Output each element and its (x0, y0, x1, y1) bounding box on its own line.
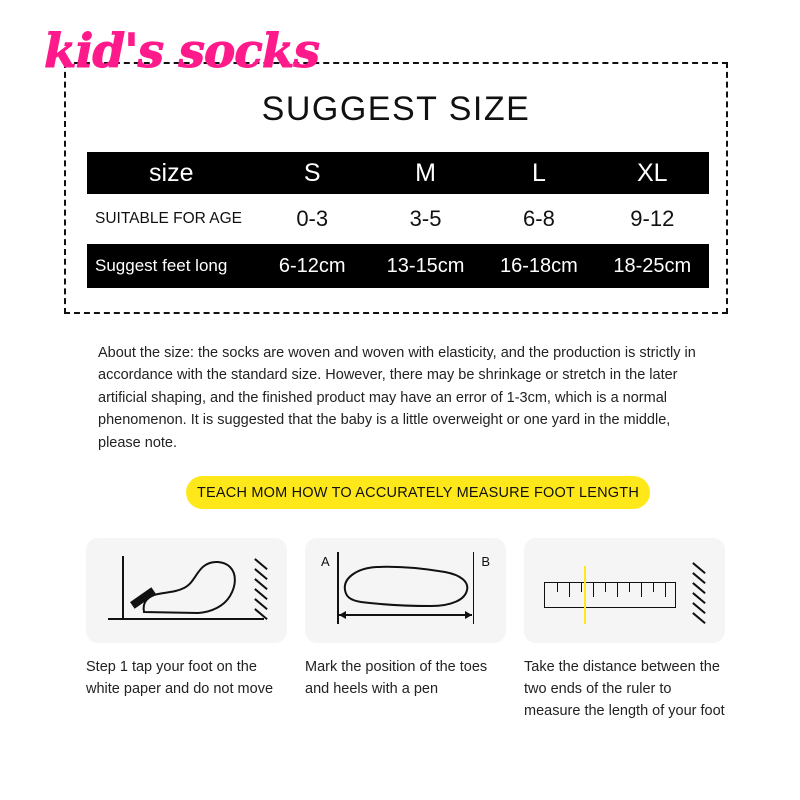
age-value-s: 0-3 (256, 194, 369, 244)
ruler-icon (544, 582, 676, 608)
size-chart-heading: SUGGEST SIZE (261, 90, 531, 128)
foot-profile-icon (138, 558, 258, 620)
step-item (524, 538, 725, 722)
step-item (86, 538, 287, 722)
mark-b-label: B (481, 554, 490, 569)
length-arrow-icon (339, 614, 472, 616)
feet-row-label: Suggest feet long (87, 244, 256, 288)
age-value-l: 6-8 (482, 194, 595, 244)
mark-a-label: A (321, 554, 330, 569)
size-header-s: S (256, 152, 369, 194)
measure-banner (186, 476, 650, 509)
feet-value-xl: 18-25cm (596, 244, 709, 288)
step-item (305, 538, 506, 722)
size-chart-panel (64, 62, 728, 314)
size-header-l: L (482, 152, 595, 194)
page-title: kid's socks (44, 24, 319, 79)
size-header-xl: XL (596, 152, 709, 194)
measure-steps (86, 538, 726, 722)
measure-banner-label: TEACH MOM HOW TO ACCURATELY MEASURE FOOT LENGTH (196, 484, 640, 501)
step-caption: Mark the position of the toes and heels with a pen (305, 659, 488, 697)
table-row-sizes (87, 152, 709, 194)
foot-outline-marks-icon (305, 538, 506, 643)
size-header-label: size (87, 152, 256, 194)
table-row-age (87, 194, 709, 244)
measure-marker-line (584, 566, 586, 624)
feet-value-l: 16-18cm (482, 244, 595, 288)
about-size-text: About the size: the socks are woven and woven with elasticity, and the production is strictly in accordance with the standard size. However, there may be shrinkage or stretch in the later artificial shaping, and the finished product may have an error of 1-3cm, which is a normal phenomenon. It is suggested that the baby is a little overweight or one yard in the middle, please note. (98, 345, 696, 451)
age-value-xl: 9-12 (596, 194, 709, 244)
foot-top-outline-icon (335, 560, 475, 612)
ruler-measure-icon (524, 538, 725, 643)
foot-on-paper-icon (86, 538, 287, 643)
step-caption: Step 1 tap your foot on the white paper and do not move (86, 659, 274, 697)
feet-value-m: 13-15cm (369, 244, 482, 288)
feet-value-s: 6-12cm (256, 244, 369, 288)
size-table (87, 152, 709, 288)
step-caption: Take the distance between the two ends of the ruler to measure the length of your foot (524, 659, 725, 719)
age-value-m: 3-5 (369, 194, 482, 244)
size-header-m: M (369, 152, 482, 194)
age-row-label: SUITABLE FOR AGE (87, 194, 256, 244)
table-row-feet-length (87, 244, 709, 288)
